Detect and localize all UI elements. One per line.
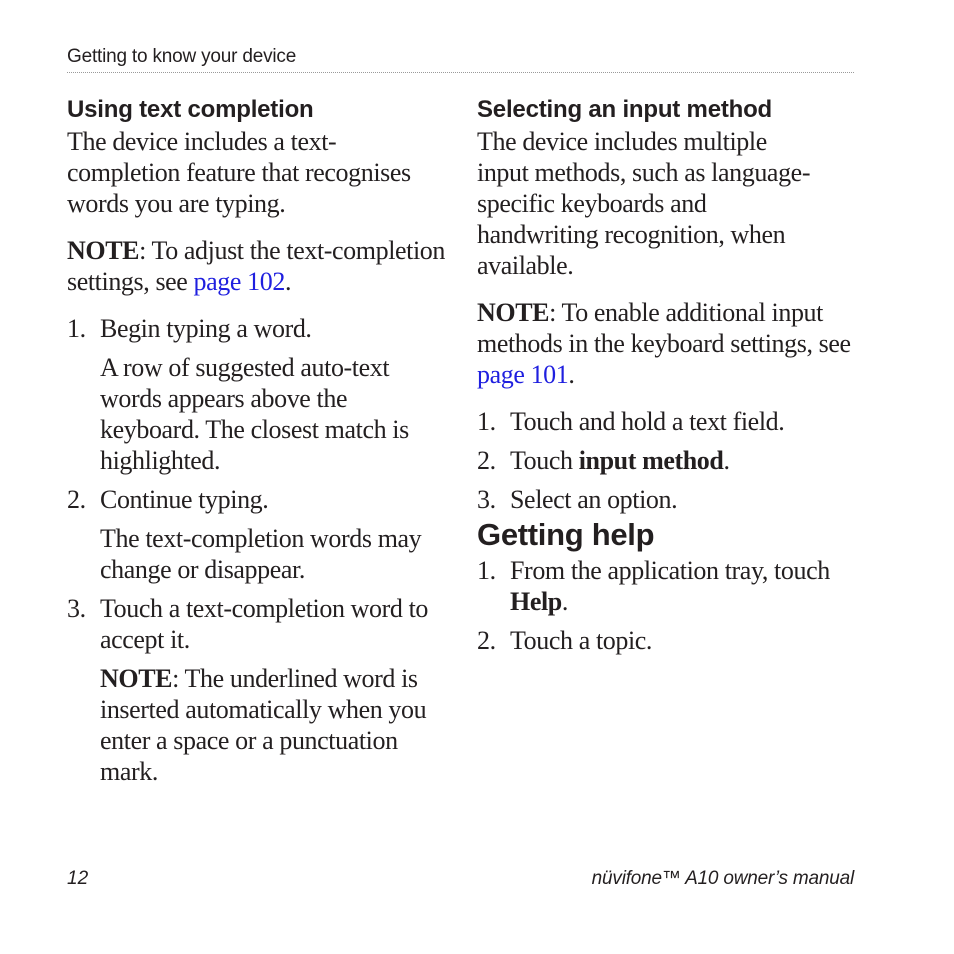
heading-input-method: Selecting an input method [477, 96, 773, 123]
list-item [477, 555, 857, 617]
step-text: Select an option. [510, 485, 678, 514]
step-number: 3. [477, 485, 496, 514]
input-method-term: input method [578, 446, 724, 475]
list-item [67, 593, 447, 655]
step-text [510, 555, 857, 617]
list-item [477, 625, 857, 656]
note-label: NOTE [100, 664, 173, 693]
text-completion-note [67, 235, 447, 297]
step-text: Touch a text-completion word to accept it. [100, 594, 429, 654]
note-text: : The underlined word is inserted automatically when you enter a space or a punctuation mark. [100, 664, 427, 786]
page-101-link[interactable]: page 101 [477, 360, 569, 389]
heading-getting-help: Getting help [477, 517, 655, 552]
step-text: Continue typing. [100, 485, 269, 514]
step-text-pre: From the application tray, touch [510, 556, 830, 585]
note-text: : To enable additional input methods in the keyboard settings, see [477, 298, 851, 358]
list-item [67, 484, 447, 515]
step-number: 1. [477, 556, 496, 585]
left-column [67, 94, 447, 787]
input-method-note [477, 297, 857, 390]
page-number: 12 [67, 868, 89, 889]
list-item [67, 313, 447, 344]
note-end: . [284, 267, 292, 296]
heading-text-completion: Using text completion [67, 96, 314, 123]
list-item [477, 445, 857, 476]
step-text: Begin typing a word. [100, 314, 312, 343]
step-text-post: . [561, 587, 568, 616]
step-number: 2. [477, 626, 496, 655]
step-text-post: . [723, 446, 730, 475]
input-method-intro: The device includes multiple input methods, such as language-specific keyboards and handwriting recognition, when available. [477, 127, 811, 280]
step-number: 1. [477, 407, 496, 436]
step-number: 1. [67, 314, 86, 343]
right-column [477, 94, 857, 656]
note-label: NOTE [67, 236, 140, 265]
step-detail: The text-completion words may change or disappear. [100, 524, 422, 584]
note-text: : To adjust the text-completion settings, see [67, 236, 446, 296]
step-number: 3. [67, 594, 86, 623]
manual-title: nüvifone™ A10 owner’s manual [591, 868, 854, 889]
page-102-link[interactable]: page 102 [193, 267, 285, 296]
list-item [477, 484, 857, 515]
note-end: . [568, 360, 575, 389]
help-term: Help [510, 587, 562, 616]
step-number: 2. [477, 446, 496, 475]
step-text [510, 445, 857, 476]
step-text-pre: Touch [510, 446, 579, 475]
note-label: NOTE [477, 298, 550, 327]
step-number: 2. [67, 485, 86, 514]
step-detail: A row of suggested auto-text words appears above the keyboard. The closest match is highlighted. [100, 353, 409, 475]
list-item [477, 406, 857, 437]
step-note [67, 663, 447, 787]
text-completion-intro: The device includes a text-completion feature that recognises words you are typing. [67, 127, 411, 218]
step-text: Touch a topic. [510, 626, 653, 655]
header-divider [67, 72, 854, 73]
running-header: Getting to know your device [67, 46, 297, 67]
step-text: Touch and hold a text field. [510, 407, 785, 436]
